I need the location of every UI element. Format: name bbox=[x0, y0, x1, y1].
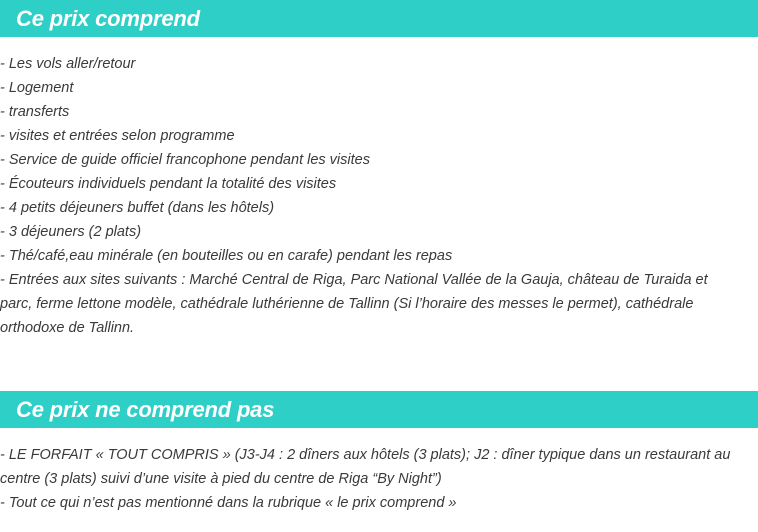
excludes-title: Ce prix ne comprend pas bbox=[16, 396, 275, 422]
list-item: - transferts bbox=[0, 104, 70, 120]
list-item: - Service de guide officiel francophone pendant les visites bbox=[0, 152, 370, 168]
includes-title: Ce prix comprend bbox=[16, 5, 200, 31]
list-item: - 3 déjeuners (2 plats) bbox=[0, 224, 142, 240]
list-item: - Thé/café,eau minérale (en bouteilles ou en carafe) pendant les repas bbox=[0, 248, 453, 264]
includes-list bbox=[0, 52, 740, 340]
excludes-list bbox=[0, 443, 758, 515]
includes-header bbox=[0, 0, 758, 37]
list-item: - LE FORFAIT « TOUT COMPRIS » (J3-J4 : 2 dîners aux hôtels (3 plats); J2 : dîner typique dans un restaurant au centre (3 plats) suivi d’une visite à pied du centre de Riga “By Night”) bbox=[0, 447, 731, 487]
list-item: - visites et entrées selon programme bbox=[0, 128, 235, 144]
list-item: - Tout ce qui n’est pas mentionné dans la rubrique « le prix comprend » bbox=[0, 495, 457, 511]
list-item: - Écouteurs individuels pendant la totalité des visites bbox=[0, 176, 337, 192]
list-item: - Les vols aller/retour bbox=[0, 56, 136, 72]
list-item: - 4 petits déjeuners buffet (dans les hôtels) bbox=[0, 200, 275, 216]
list-item: - Logement bbox=[0, 80, 74, 96]
list-item: - Entrées aux sites suivants : Marché Central de Riga, Parc National Vallée de la Gauja, château de Turaida et parc, ferme lettone modèle, cathédrale luthérienne de Tallinn (Si l’horaire des messes le permet), cathédrale orthodoxe de Tallinn. bbox=[0, 272, 708, 336]
excludes-header bbox=[0, 391, 758, 428]
